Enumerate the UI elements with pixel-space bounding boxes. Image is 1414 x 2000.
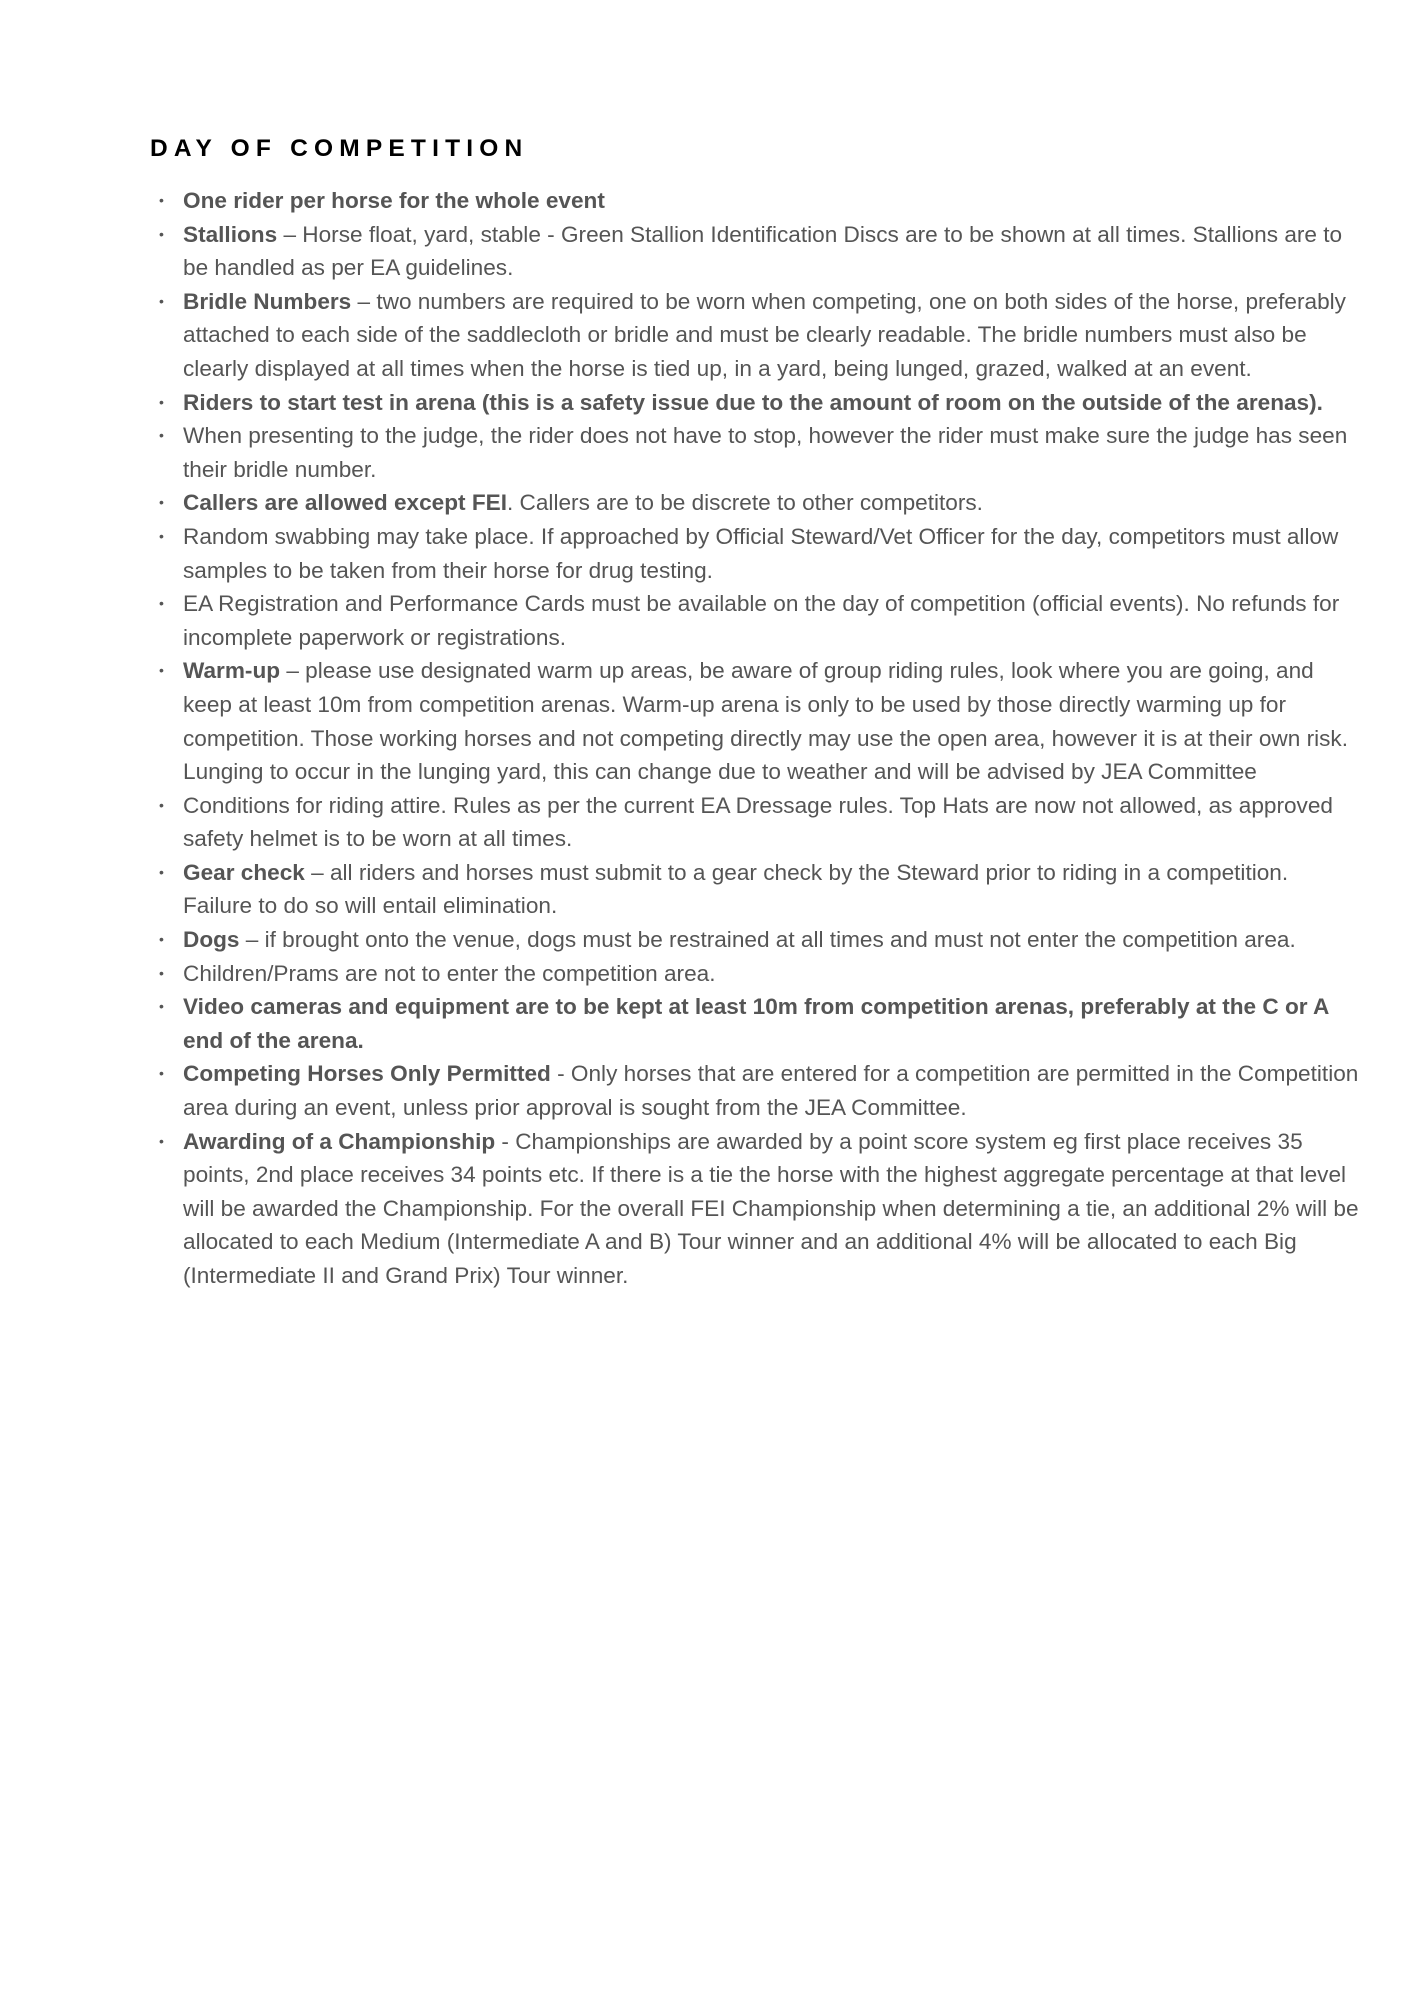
bullet-icon: •: [159, 595, 164, 612]
bullet-icon: •: [159, 863, 164, 880]
bullet-icon: •: [159, 225, 164, 242]
rule-item: [159, 520, 1363, 587]
bullet-icon: •: [159, 1065, 164, 1082]
bullet-icon: •: [159, 1132, 164, 1149]
bullet-icon: •: [159, 796, 164, 813]
rule-title: Dogs: [183, 927, 240, 953]
bullet-icon: •: [159, 494, 164, 511]
rule-title: Gear check: [183, 859, 305, 885]
rule-item: [159, 419, 1363, 486]
rule-item: [159, 1057, 1363, 1124]
rule-title: Stallions: [183, 221, 278, 247]
rule-text: – two numbers are required to be worn when competing, one on both sides of the horse, preferably attached to each side of the saddlecloth or bridle and must be clearly readable. The bridle numbers must also be clearly displayed at all times when the horse is tied up, in a yard, being lunged, grazed, walked at an event.: [183, 288, 1346, 381]
bullet-icon: •: [159, 662, 164, 679]
rule-text: - Only horses that are entered for a competition are permitted in the Competition area during an event, unless prior approval is sought from the JEA Committee.: [183, 1061, 1359, 1121]
rule-title: Warm-up: [183, 658, 281, 684]
rule-item: [159, 1125, 1363, 1293]
bullet-icon: •: [159, 527, 164, 544]
rule-item: [159, 587, 1363, 654]
rule-text: – Horse float, yard, stable - Green Stallion Identification Discs are to be shown at all times. Stallions are to be handled as per EA guidelines.: [183, 221, 1343, 281]
rule-title: Bridle Numbers: [183, 288, 352, 314]
rule-item: [159, 184, 1363, 218]
rule-title: Awarding of a Championship: [183, 1128, 496, 1154]
rule-text: Children/Prams are not to enter the competition area.: [183, 960, 716, 986]
section-heading: DAY OF COMPETITION: [150, 135, 529, 162]
rule-item: [159, 856, 1363, 923]
rule-text: – all riders and horses must submit to a gear check by the Steward prior to riding in a competition. Failure to do so will entail elimination.: [183, 859, 1289, 919]
rule-title: One rider per horse for the whole event: [183, 188, 605, 213]
rule-item: [159, 789, 1363, 856]
rule-text: Conditions for riding attire. Rules as per the current EA Dressage rules. Top Hats are now not allowed, as approved safety helmet is to be worn at all times.: [183, 792, 1333, 852]
rule-item: [159, 923, 1363, 957]
rule-text: EA Registration and Performance Cards must be available on the day of competition (official events). No refunds for incomplete paperwork or registrations.: [183, 591, 1340, 650]
rule-text: – if brought onto the venue, dogs must be restrained at all times and must not enter the competition area.: [239, 927, 1296, 953]
rule-text: - Championships are awarded by a point score system eg first place receives 35 points, 2nd place receives 34 points etc. If there is a tie the horse with the highest aggregate percentage at that level will be awarded the Championship. For the overall FEI Championship when determining a tie, an additional 2% will be allocated to each Medium (Intermediate A and B) Tour winner and an additional 4% will be allocated to each Big (Intermediate II and Grand Prix) Tour winner.: [183, 1128, 1359, 1288]
bullet-icon: •: [159, 931, 164, 948]
rule-item: [159, 990, 1363, 1057]
bullet-icon: •: [159, 192, 164, 208]
rule-item: [159, 486, 1363, 520]
bullet-icon: •: [159, 998, 164, 1015]
rule-item: [159, 285, 1363, 386]
rule-item: [159, 957, 1363, 991]
rule-item: [159, 218, 1363, 285]
bullet-icon: •: [159, 393, 164, 410]
rule-text: Random swabbing may take place. If approached by Official Steward/Vet Officer for the day, competitors must allow samples to be taken from their horse for drug testing.: [183, 523, 1339, 583]
rule-title: Riders to start test in arena (this is a safety issue due to the amount of room on the outside of the arenas).: [183, 389, 1323, 415]
bullet-icon: •: [159, 427, 164, 444]
bullet-icon: •: [159, 292, 164, 309]
rule-text: . Callers are to be discrete to other competitors.: [507, 490, 983, 516]
rule-item: [159, 386, 1363, 420]
rule-text: When presenting to the judge, the rider does not have to stop, however the rider must make sure the judge has seen their bridle number.: [183, 423, 1348, 482]
rule-title: Callers are allowed except FEI: [183, 490, 507, 516]
rule-text: – please use designated warm up areas, be aware of group riding rules, look where you are going, and keep at least 10m from competition arenas. Warm-up arena is only to be used by those directly warming up for competition. Those working horses and not competing directly may use the open area, however it is at their own risk. Lunging to occur in the lunging yard, this can change due to weather and will be advised by JEA Committee: [183, 658, 1349, 785]
bullet-icon: •: [159, 964, 164, 981]
rule-title: Video cameras and equipment are to be kept at least 10m from competition arenas, preferably at the C or A end of the arena.: [183, 994, 1329, 1053]
rule-title: Competing Horses Only Permitted: [183, 1061, 551, 1087]
rule-item: [159, 654, 1363, 788]
rules-list: [150, 184, 1363, 1293]
